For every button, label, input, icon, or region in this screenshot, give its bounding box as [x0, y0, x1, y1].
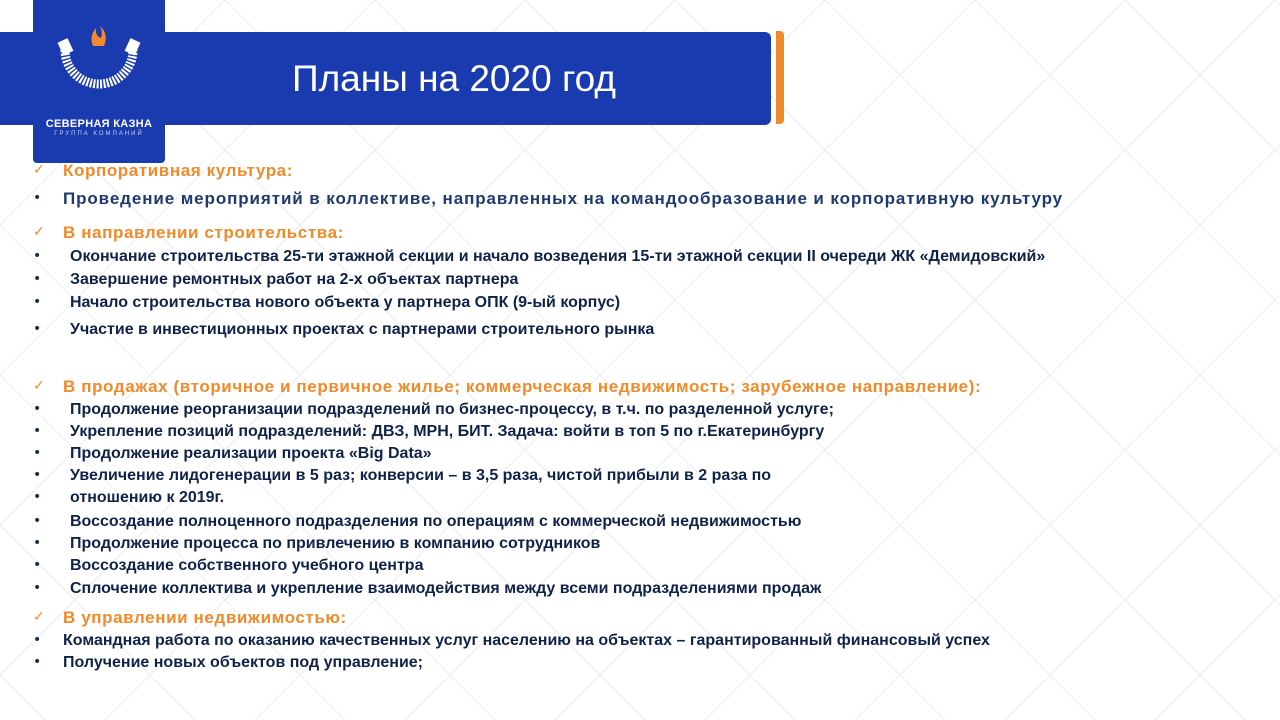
bullet-icon: • — [33, 580, 42, 596]
bullet-icon: • — [33, 557, 42, 573]
logo-company-subtitle: ГРУППА КОМПАНИЙ — [54, 131, 144, 137]
bullet-icon: • — [33, 401, 42, 417]
checkmark-icon: ✓ — [33, 378, 45, 394]
checkmark-icon: ✓ — [33, 224, 45, 240]
checkmark-icon: ✓ — [33, 162, 45, 178]
bullet-icon: • — [33, 321, 42, 337]
page-title: Планы на 2020 год — [292, 58, 616, 99]
title-accent-bar — [776, 31, 784, 124]
bullet-icon: • — [33, 190, 42, 206]
bullet-icon: • — [33, 632, 42, 648]
bullet-icon: • — [33, 294, 42, 310]
company-logo — [33, 0, 165, 163]
bullet-icon: • — [33, 248, 42, 264]
bullet-icon: • — [33, 467, 42, 483]
bullet-icon: • — [33, 535, 42, 551]
bullet-icon: • — [33, 445, 42, 461]
horseshoe-logo-icon — [33, 0, 165, 120]
bullet-icon: • — [33, 654, 42, 670]
bullet-icon: • — [33, 513, 42, 529]
bullet-icon: • — [33, 271, 42, 287]
bullet-icon: • — [33, 423, 42, 439]
logo-company-name: СЕВЕРНАЯ КАЗНА — [45, 118, 153, 130]
bullet-icon: • — [33, 489, 42, 505]
checkmark-icon: ✓ — [33, 609, 45, 625]
